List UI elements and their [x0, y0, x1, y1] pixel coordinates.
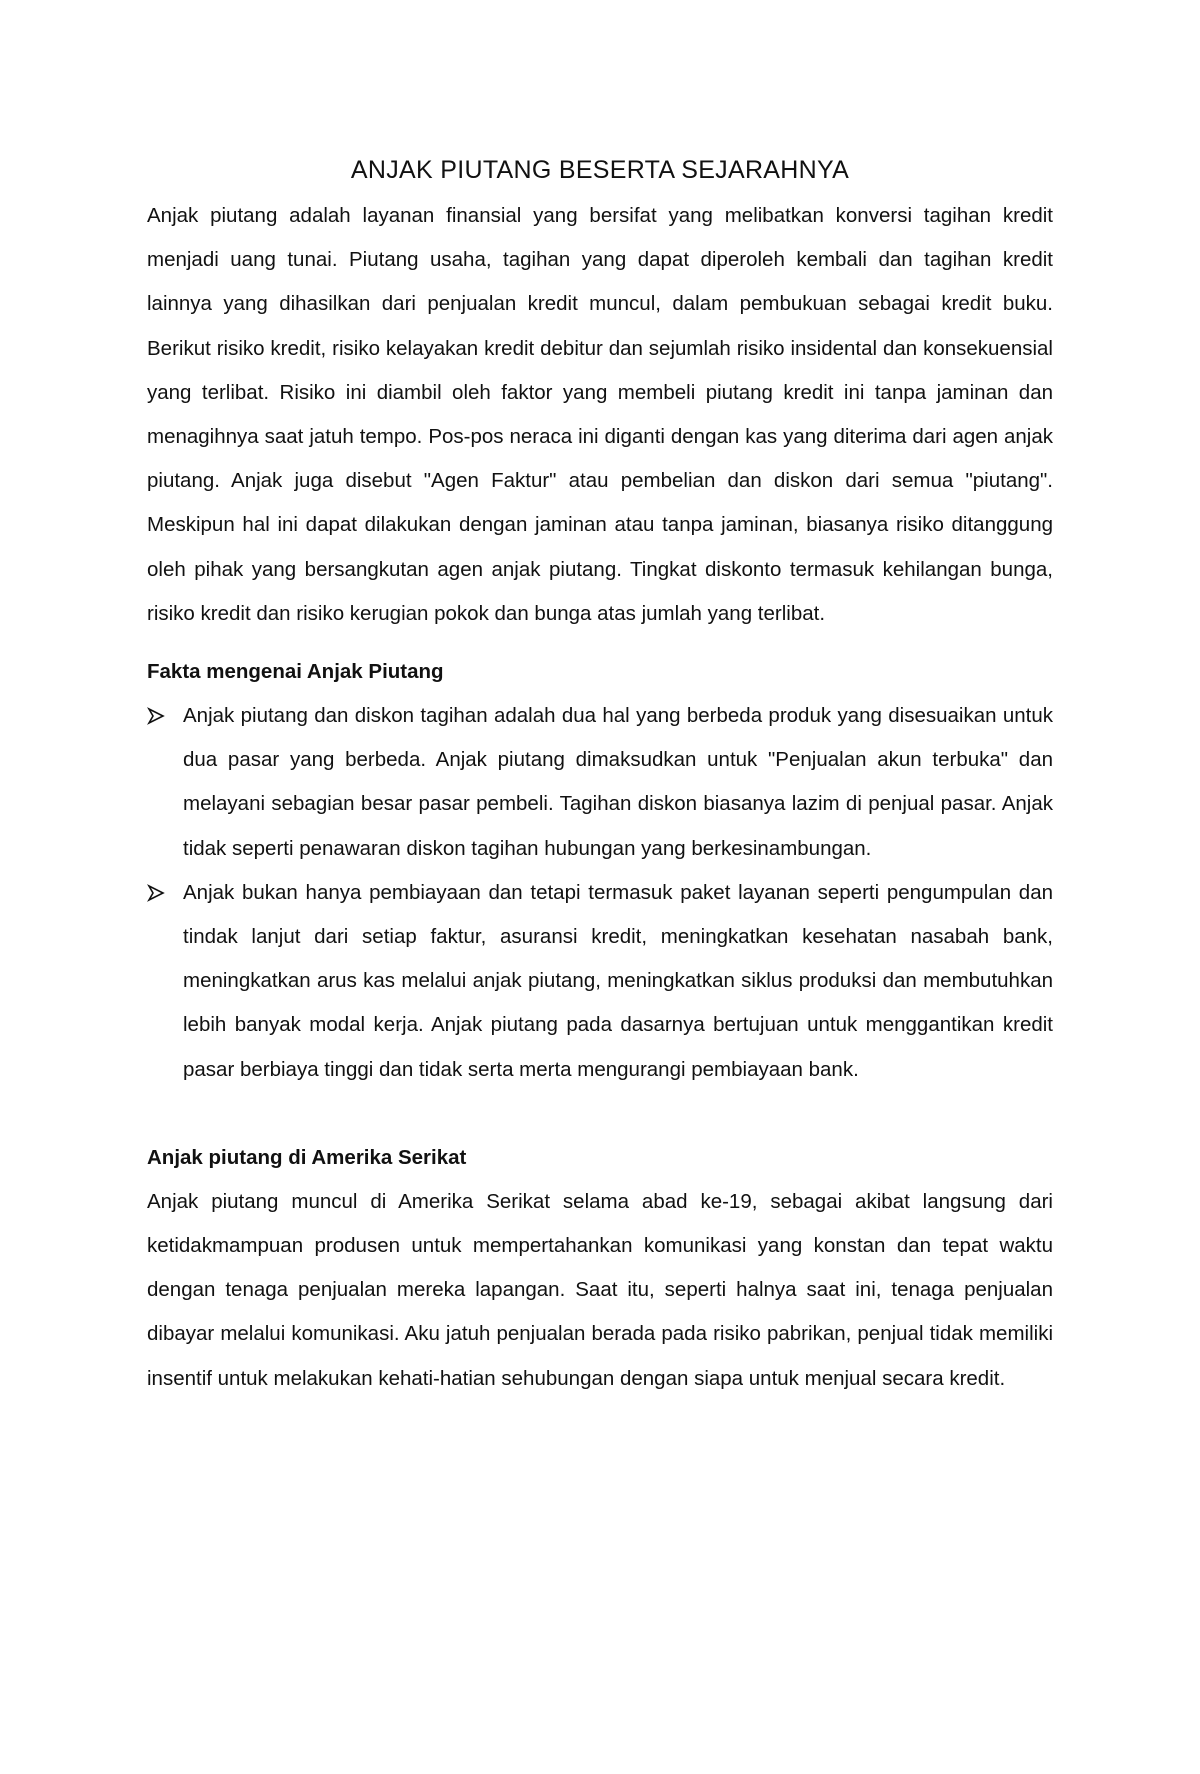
document-body [147, 150, 1053, 1401]
section-heading-usa: Anjak piutang di Amerika Serikat [147, 1145, 467, 1169]
list-item [147, 871, 1053, 1092]
usa-paragraph: Anjak piutang muncul di Amerika Serikat selama abad ke-19, sebagai akibat langsung dari ketidakmampuan produsen untuk mempertahankan komunikasi yang konstan dan tepat waktu dengan tenaga penjualan mereka lapangan. Saat itu, seperti halnya saat ini, tenaga penjualan dibayar melalui komunikasi. Aku jatuh penjualan berada pada risiko pabrikan, penjual tidak memiliki insentif untuk melakukan kehati-hatian sehubungan dengan siapa untuk menjual secara kredit. [147, 1189, 1053, 1390]
section-heading-facts: Fakta mengenai Anjak Piutang [147, 660, 444, 684]
list-item [147, 694, 1053, 871]
intro-paragraph: Anjak piutang adalah layanan finansial yang bersifat yang melibatkan konversi tagihan kredit menjadi uang tunai. Piutang usaha, tagihan yang dapat diperoleh kembali dan tagihan kredit lainnya yang dihasilkan dari penjualan kredit muncul, dalam pembukuan sebagai kredit buku. Berikut risiko kredit, risiko kelayakan kredit debitur dan sejumlah risiko insidental dan konsekuensial yang terlibat. Risiko ini diambil oleh faktor yang membeli piutang kredit ini tanpa jaminan dan menagihnya saat jatuh tempo. Pos-pos neraca ini diganti dengan kas yang diterima dari agen anjak piutang. Anjak juga disebut "Agen Faktur" atau pembelian dan diskon dari semua "piutang". Meskipun hal ini dapat dilakukan dengan jaminan atau tanpa jaminan, biasanya risiko ditanggung oleh pihak yang bersangkutan agen anjak piutang. Tingkat diskonto termasuk kehilangan bunga, risiko kredit dan risiko kerugian pokok dan bunga atas jumlah yang terlibat. [147, 204, 1053, 625]
bullet-text: Anjak bukan hanya pembiayaan dan tetapi termasuk paket layanan seperti pengumpulan dan tindak lanjut dari setiap faktur, asuransi kredit, meningkatkan kesehatan nasabah bank, meningkatkan arus kas melalui anjak piutang, meningkatkan siklus produksi dan membutuhkan lebih banyak modal kerja. Anjak piutang pada dasarnya bertujuan untuk menggantikan kredit pasar berbiaya tinggi dan tidak serta merta mengurangi pembiayaan bank. [183, 880, 1053, 1081]
bullet-text: Anjak piutang dan diskon tagihan adalah dua hal yang berbeda produk yang disesuaikan untuk dua pasar yang berbeda. Anjak piutang dimaksudkan untuk "Penjualan akun terbuka" dan melayani sebagian besar pasar pembeli. Tagihan diskon biasanya lazim di penjual pasar. Anjak tidak seperti penawaran diskon tagihan hubungan yang berkesinambungan. [183, 704, 1053, 860]
facts-bullet-list [147, 694, 1053, 1092]
arrowhead-bullet-icon [147, 871, 171, 915]
arrowhead-bullet-icon [147, 694, 171, 738]
document-title: ANJAK PIUTANG BESERTA SEJARAHNYA [350, 156, 850, 184]
